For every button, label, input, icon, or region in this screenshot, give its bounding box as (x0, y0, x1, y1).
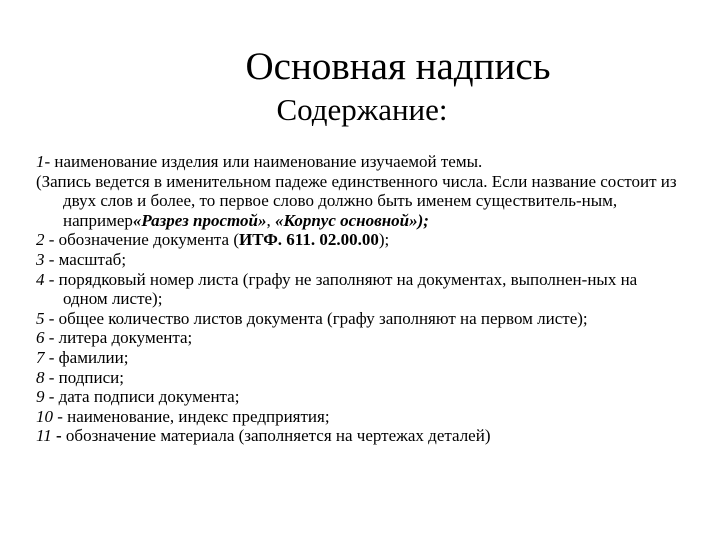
item-text: - общее количество листов документа (графу заполняют на первом листе); (44, 308, 588, 328)
list-item (36, 387, 686, 407)
item-number: 11 (36, 426, 52, 446)
item-dash: - (51, 426, 62, 446)
item-text: - фамилии; (44, 347, 129, 367)
item-text: - наименование, индекс предприятия; (53, 406, 330, 426)
list-item (36, 426, 686, 446)
item-number: 7 (36, 347, 45, 367)
list-item (36, 407, 686, 427)
list-item (36, 250, 686, 270)
item-text: обозначение материала (заполняется на чертежах деталей) (61, 426, 491, 446)
item-text: ); (378, 230, 390, 250)
item-number: 9 (36, 387, 45, 407)
item-number: 6 (36, 328, 45, 348)
item-number: 2 (36, 230, 45, 250)
item-number: 3 (36, 249, 45, 269)
list-item (36, 309, 686, 329)
item-number: 8 (36, 367, 45, 387)
item-text: - наименование изделия или наименование изучаемой темы. (44, 152, 483, 171)
item-number: 5 (36, 308, 45, 328)
item-text: - порядковый номер листа (графу не заполняют на документах, выполнен-ных на одном листе); (44, 269, 638, 309)
item-text: - литера документа; (44, 328, 193, 348)
list-item (36, 152, 686, 172)
item-number: 1 (36, 152, 45, 171)
note-separator: , (266, 210, 275, 230)
slide-title (0, 44, 720, 90)
slide-subtitle (0, 92, 720, 128)
example-term: «Разрез простой» (132, 210, 267, 230)
item-number: 4 (36, 269, 45, 289)
content-list (36, 152, 686, 446)
list-item (36, 348, 686, 368)
slide-subtitle-text: Содержание: (276, 92, 448, 127)
list-item (36, 270, 686, 309)
note-paragraph (36, 172, 686, 231)
item-text: - подписи; (44, 367, 124, 387)
item-text: - обозначение документа ( (44, 230, 240, 250)
list-item (36, 328, 686, 348)
document-code: ИТФ. 611. 02.00.00 (239, 230, 379, 250)
slide-title-text: Основная надпись (245, 45, 551, 88)
example-term: «Корпус основной»); (274, 210, 429, 230)
list-item (36, 368, 686, 388)
note-text: (Запись ведется в именительном падеже единственного числа. Если название состоит из двух слов и более, то первое слово должно быть именем существитель-ным, например (36, 171, 677, 230)
item-number: 10 (36, 406, 53, 426)
item-text: - масштаб; (44, 249, 127, 269)
item-text: - дата подписи документа; (44, 387, 240, 407)
list-item (36, 230, 686, 250)
